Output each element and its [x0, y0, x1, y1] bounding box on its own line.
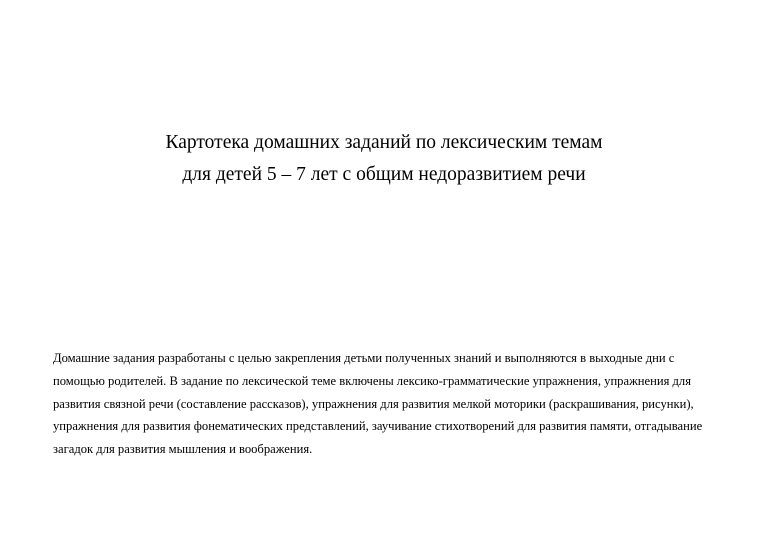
- title-line-2: для детей 5 – 7 лет с общим недоразвитием речи: [182, 164, 586, 185]
- title-line-1: Картотека домашних заданий по лексическим темам: [165, 132, 603, 153]
- document-title: [0, 127, 768, 191]
- intro-paragraph: [53, 347, 723, 461]
- intro-line-3: развития связной речи (составление рассказов), упражнения для развития мелкой моторики (раскрашивания, рисунки),: [53, 396, 694, 411]
- intro-line-4: упражнения для развития фонематических представлений, заучивание стихотворений для развития памяти, отгадывание: [53, 419, 703, 434]
- intro-line-5: загадок для развития мышления и воображения.: [53, 442, 313, 457]
- intro-line-1: Домашние задания разработаны с целью закрепления детьми полученных знаний и выполняются в выходные дни с: [53, 351, 675, 365]
- intro-line-2: помощью родителей. В задание по лексической теме включены лексико-грамматические упражнения, упражнения для: [53, 373, 691, 388]
